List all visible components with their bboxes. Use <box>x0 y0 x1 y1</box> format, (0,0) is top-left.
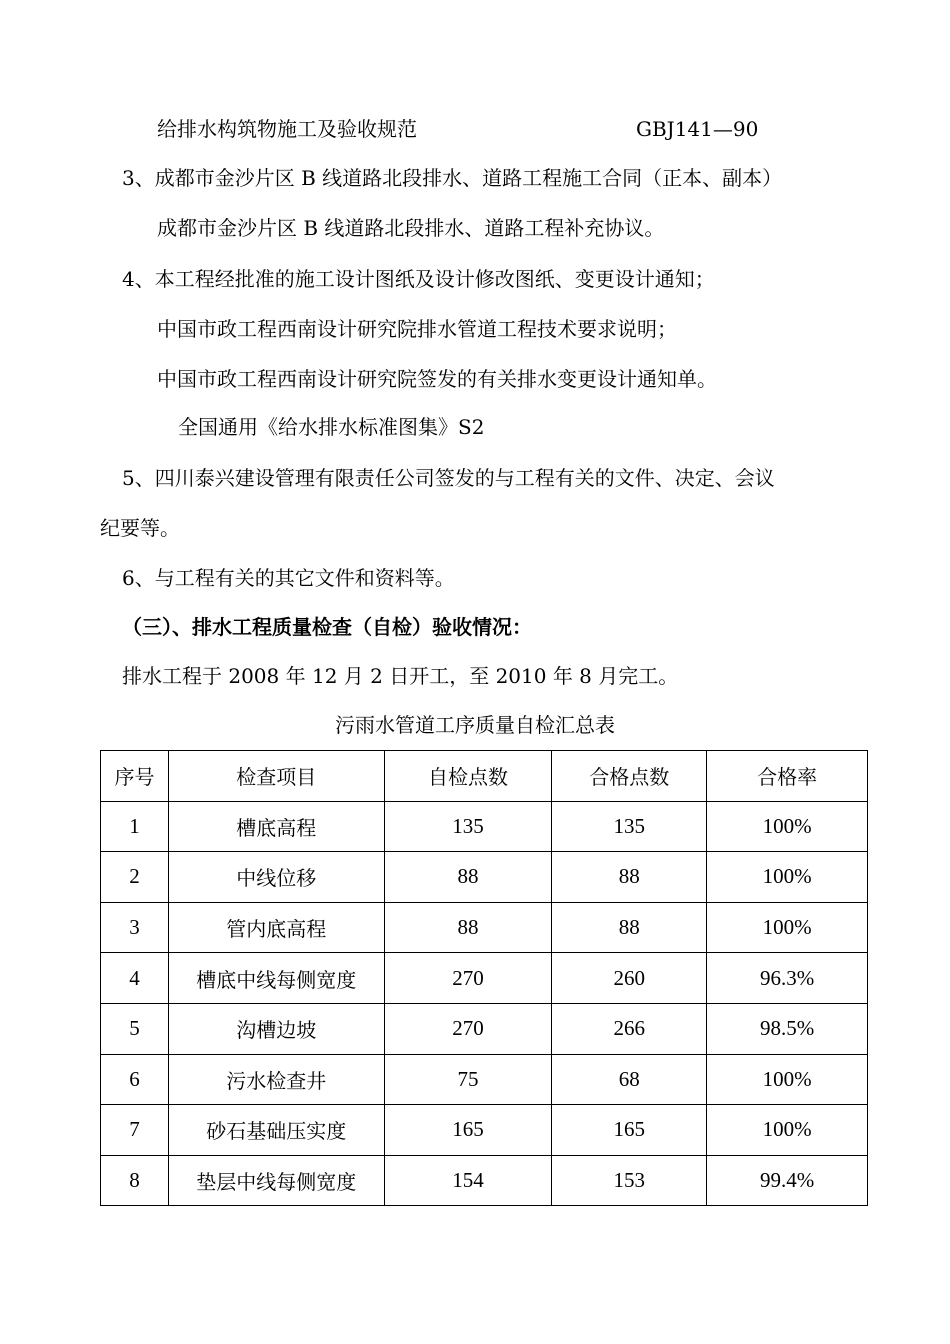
row-index: 6 <box>101 1054 169 1105</box>
header-cell-pass-rate: 合格率 <box>707 751 868 802</box>
row-self-check: 88 <box>384 852 552 903</box>
item-6-other: 6、与工程有关的其它文件和资料等。 <box>122 566 455 590</box>
row-passed: 266 <box>552 1003 707 1054</box>
row-passed: 165 <box>552 1105 707 1156</box>
item-4-tech-requirements: 中国市政工程西南设计研究院排水管道工程技术要求说明； <box>157 317 677 341</box>
row-index: 7 <box>101 1105 169 1156</box>
standard-name: 给排水构筑物施工及验收规范 <box>157 117 417 141</box>
row-self-check: 154 <box>384 1155 552 1206</box>
row-pass-rate: 100% <box>707 852 868 903</box>
item-5-documents-cont: 纪要等。 <box>100 516 180 540</box>
row-pass-rate: 98.5% <box>707 1003 868 1054</box>
row-self-check: 135 <box>384 801 552 852</box>
row-pass-rate: 100% <box>707 801 868 852</box>
table-row <box>101 1105 868 1156</box>
row-self-check: 270 <box>384 1003 552 1054</box>
table-row <box>101 852 868 903</box>
row-passed: 153 <box>552 1155 707 1206</box>
row-pass-rate: 100% <box>707 1054 868 1105</box>
row-pass-rate: 100% <box>707 1105 868 1156</box>
table-row <box>101 1155 868 1206</box>
table-header-row <box>101 751 868 802</box>
standard-code: GBJ141—90 <box>636 117 759 141</box>
row-self-check: 75 <box>384 1054 552 1105</box>
row-passed: 260 <box>552 953 707 1004</box>
header-cell-index: 序号 <box>101 751 169 802</box>
row-index: 4 <box>101 953 169 1004</box>
row-passed: 68 <box>552 1054 707 1105</box>
row-pass-rate: 100% <box>707 902 868 953</box>
table-row <box>101 1003 868 1054</box>
row-passed: 88 <box>552 902 707 953</box>
header-cell-self-check: 自检点数 <box>384 751 552 802</box>
quality-check-table <box>100 750 868 1206</box>
header-cell-item: 检查项目 <box>168 751 384 802</box>
table-row <box>101 953 868 1004</box>
table-caption: 污雨水管道工序质量自检汇总表 <box>335 713 615 737</box>
row-passed: 135 <box>552 801 707 852</box>
row-pass-rate: 96.3% <box>707 953 868 1004</box>
section-heading: （三）、排水工程质量检查（自检）验收情况： <box>122 615 532 639</box>
item-4-change-notice: 中国市政工程西南设计研究院签发的有关排水变更设计通知单。 <box>157 367 717 391</box>
row-self-check: 88 <box>384 902 552 953</box>
row-self-check: 270 <box>384 953 552 1004</box>
row-item: 沟槽边坡 <box>168 1003 384 1054</box>
row-self-check: 165 <box>384 1105 552 1156</box>
table-row <box>101 801 868 852</box>
row-passed: 88 <box>552 852 707 903</box>
row-index: 2 <box>101 852 169 903</box>
row-item: 中线位移 <box>168 852 384 903</box>
header-cell-passed: 合格点数 <box>552 751 707 802</box>
item-3-agreement: 成都市金沙片区 B 线道路北段排水、道路工程补充协议。 <box>157 216 665 240</box>
table-row <box>101 902 868 953</box>
row-item: 槽底中线每侧宽度 <box>168 953 384 1004</box>
item-5-documents: 5、四川泰兴建设管理有限责任公司签发的与工程有关的文件、决定、会议 <box>122 466 775 490</box>
item-4-standard-atlas: 全国通用《给水排水标准图集》S2 <box>178 415 485 439</box>
row-index: 1 <box>101 801 169 852</box>
row-pass-rate: 99.4% <box>707 1155 868 1206</box>
row-item: 管内底高程 <box>168 902 384 953</box>
item-4-drawings: 4、本工程经批准的施工设计图纸及设计修改图纸、变更设计通知； <box>122 267 715 291</box>
row-index: 5 <box>101 1003 169 1054</box>
construction-period: 排水工程于 2008 年 12 月 2 日开工，至 2010 年 8 月完工。 <box>122 664 679 688</box>
table-row <box>101 1054 868 1105</box>
row-item: 垫层中线每侧宽度 <box>168 1155 384 1206</box>
row-item: 砂石基础压实度 <box>168 1105 384 1156</box>
row-item: 槽底高程 <box>168 801 384 852</box>
item-3-contract: 3、成都市金沙片区 B 线道路北段排水、道路工程施工合同（正本、副本） <box>122 166 783 190</box>
row-index: 8 <box>101 1155 169 1206</box>
row-item: 污水检查井 <box>168 1054 384 1105</box>
row-index: 3 <box>101 902 169 953</box>
